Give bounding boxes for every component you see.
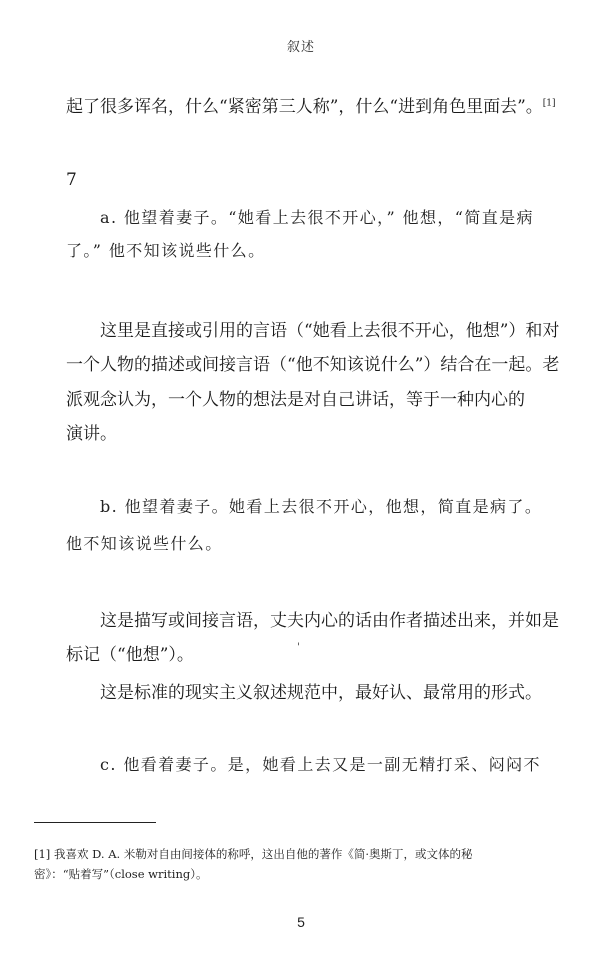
- footnote-line: 密》：“贴着写”（close writing）。: [34, 867, 208, 881]
- footnote-line: [1] 我喜欢 D. A. 米勒对自由间接体的称呼，这出自他的著作《简·奥斯丁，或文体的秘: [34, 847, 473, 861]
- footnote-reference[interactable]: [1]: [542, 98, 556, 109]
- paragraph-line: 派观念认为，一个人物的想法是对自己讲话，等于一种内心的: [66, 390, 525, 410]
- paragraph-line: 标记（“他想”）。: [66, 645, 194, 665]
- example-a-line: 了。” 他不知该说些什么。: [66, 241, 266, 260]
- paragraph-line: 演讲。: [66, 424, 117, 444]
- text-line: [66, 92, 556, 117]
- paragraph-line: 一个人物的描述或间接言语（“他不知该说什么”）结合在一起。老: [66, 355, 560, 375]
- running-head: 叙述: [286, 40, 315, 55]
- paragraph-line: 这里是直接或引用的言语（“她看上去很不开心，他想”）和对: [100, 321, 560, 341]
- example-c-line: c. 他看着妻子。是，她看上去又是一副无精打采、闷闷不: [100, 755, 541, 774]
- paragraph-line: 这是标准的现实主义叙述规范中，最好认、最常用的形式。: [100, 683, 542, 703]
- example-a-line: a. 他望着妻子。“她看上去很不开心，” 他想，“简直是病: [100, 208, 534, 227]
- footnote-divider: [34, 822, 156, 823]
- example-b-line: b. 他望着妻子。她看上去很不开心，他想，简直是病了。: [100, 497, 543, 516]
- example-b-line: 他不知该说些什么。: [66, 534, 223, 553]
- stray-mark: ': [297, 642, 300, 653]
- page-number: 5: [297, 914, 305, 930]
- paragraph-line: 这是描写或间接言语，丈夫内心的话由作者描述出来，并如是: [100, 611, 559, 631]
- text-line-content: 起了很多诨名，什么“紧密第三人称”，什么“进到角色里面去”。: [66, 97, 543, 117]
- section-number: 7: [66, 170, 77, 190]
